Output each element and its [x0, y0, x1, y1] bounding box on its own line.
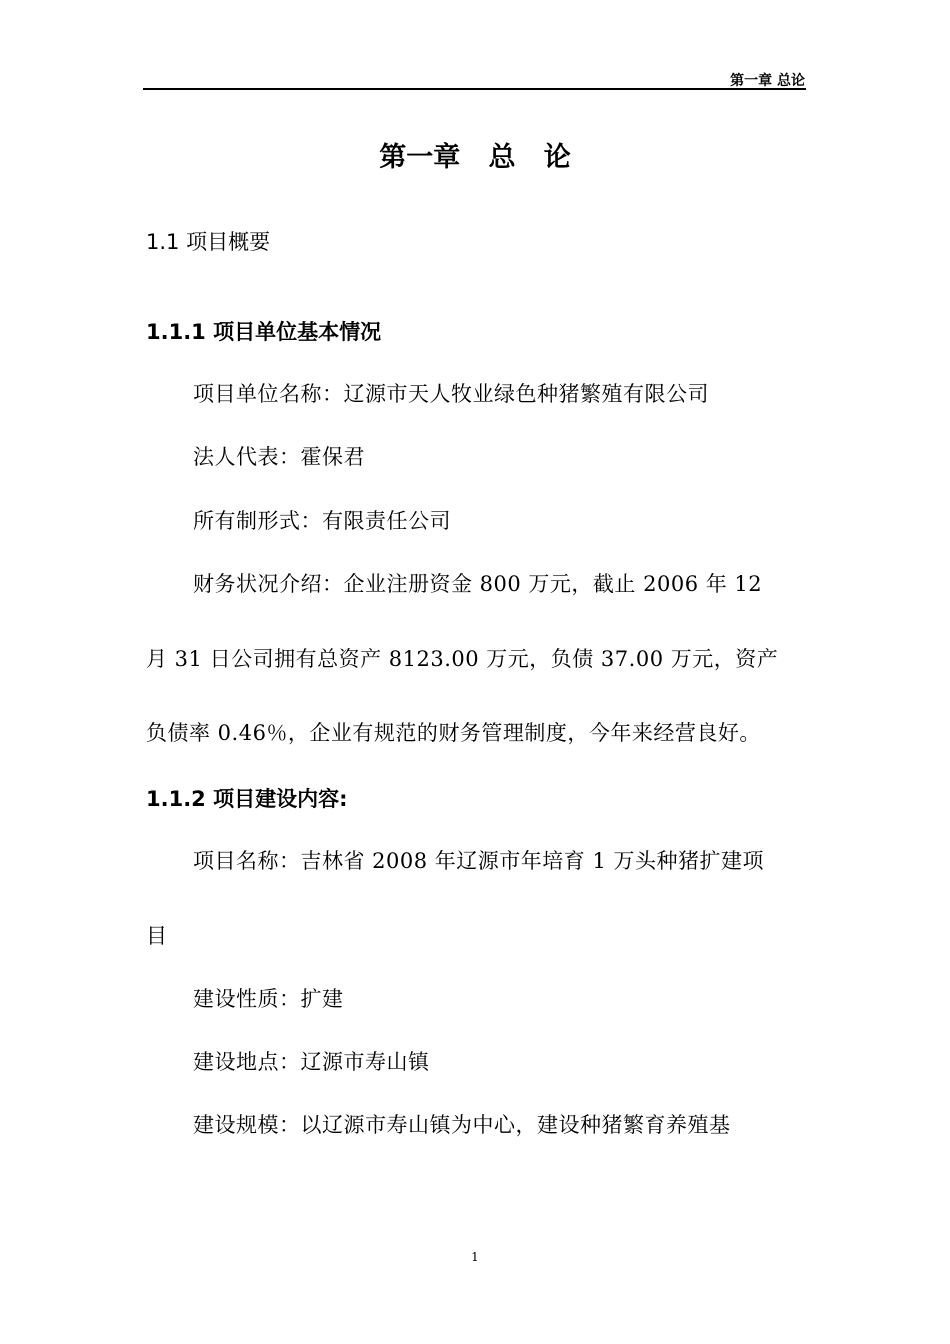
- section-1-1-heading: 1.1 项目概要: [146, 230, 271, 254]
- chapter-title: 第一章 总 论: [379, 142, 571, 173]
- paragraph-line: 财务状况介绍：企业注册资金 800 万元，截止 2006 年 12: [193, 572, 763, 596]
- section-1-1-2-heading: 1.1.2 项目建设内容:: [146, 787, 348, 811]
- paragraph-line: 建设地点：辽源市寿山镇: [193, 1050, 430, 1074]
- paragraph-line: 目: [146, 924, 168, 948]
- page-number: 1: [471, 1250, 479, 1264]
- paragraph-line: 负债率 0.46％，企业有规范的财务管理制度，今年来经营良好。: [146, 721, 761, 745]
- paragraph-line: 建设性质：扩建: [193, 987, 344, 1011]
- paragraph-line: 项目名称：吉林省 2008 年辽源市年培育 1 万头种猪扩建项: [193, 849, 765, 873]
- paragraph-line: 法人代表：霍保君: [193, 445, 365, 469]
- paragraph-line: 项目单位名称：辽源市天人牧业绿色种猪繁殖有限公司: [193, 382, 709, 406]
- header-rule: [143, 88, 806, 90]
- section-1-1-1-heading: 1.1.1 项目单位基本情况: [146, 320, 382, 344]
- running-header: 第一章 总论: [730, 73, 805, 89]
- paragraph-line: 建设规模：以辽源市寿山镇为中心，建设种猪繁育养殖基: [193, 1113, 731, 1137]
- paragraph-line: 所有制形式：有限责任公司: [193, 509, 451, 533]
- paragraph-line: 月 31 日公司拥有总资产 8123.00 万元，负债 37.00 万元，资产: [146, 647, 779, 671]
